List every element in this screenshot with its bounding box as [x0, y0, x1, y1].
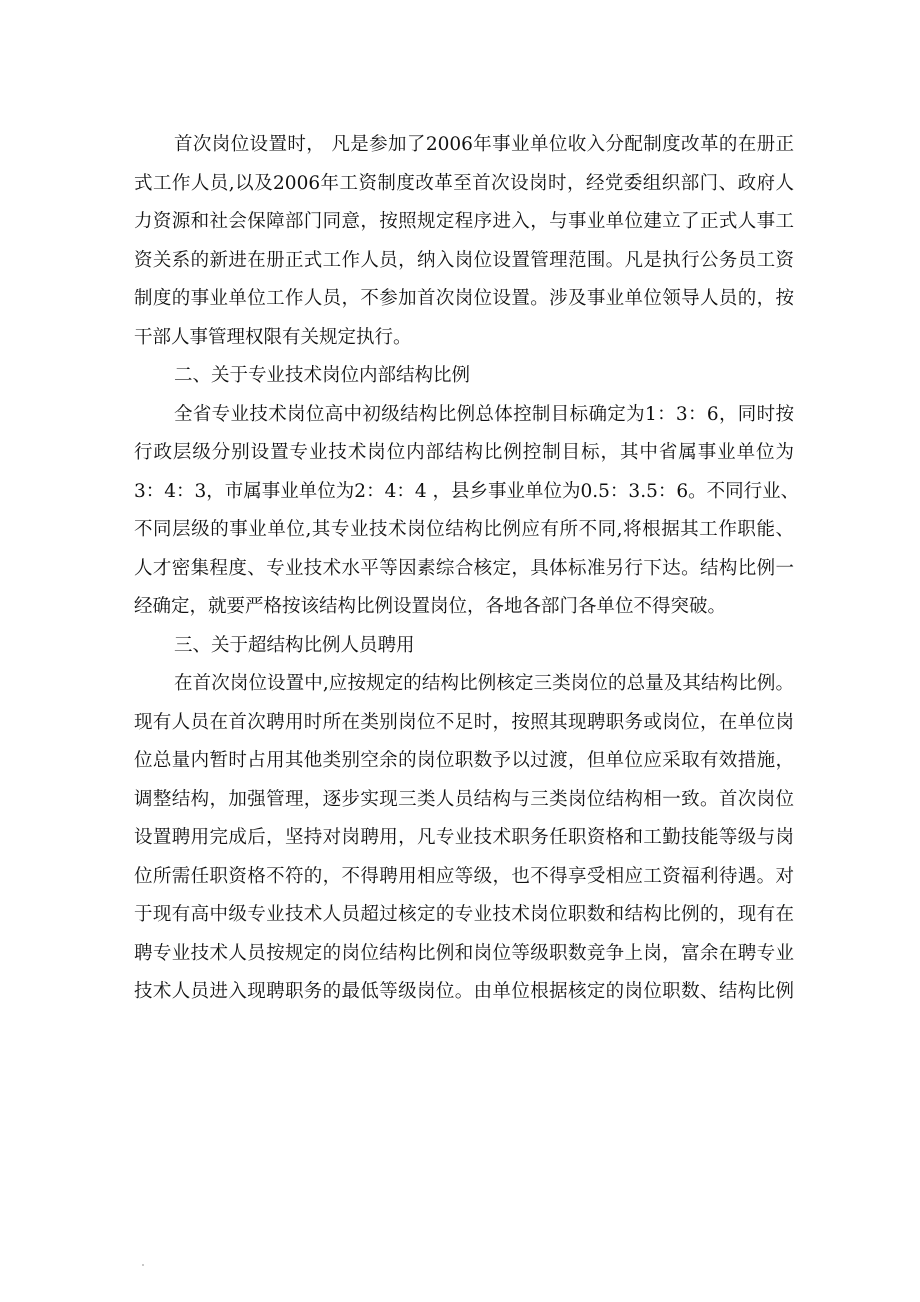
paragraph-1-line-2: 式工作人员,以及2006年工资制度改革至首次设岗时，经党委组织部门、政府人 — [134, 172, 794, 194]
paragraph-3-line-1: 在首次岗位设置中,应按规定的结构比例核定三类岗位的总量及其结构比例。 — [174, 673, 794, 694]
paragraph-3-line-7: 于现有高中级专业技术人员超过核定的专业技术岗位职数和结构比例的，现有在 — [134, 904, 794, 925]
paragraph-3-line-3: 位总量内暂时占用其他类别空余的岗位职数予以过渡，但单位应采取有效措施， — [134, 750, 794, 771]
paragraph-1-line-5: 制度的事业单位工作人员，不参加首次岗位设置。涉及事业单位领导人员的，按 — [134, 288, 794, 309]
paragraph-2-line-3: 3：4：3，市属事业单位为2：4：4 ，县乡事业单位为0.5：3.5：6。不同行业、 — [134, 480, 800, 502]
paragraph-3-line-9: 技术人员进入现聘职务的最低等级岗位。由单位根据核定的岗位职数、结构比例 — [134, 981, 794, 1002]
paragraph-2-line-5: 人才密集程度、专业技术水平等因素综合核定，具体标准另行下达。结构比例一 — [134, 557, 794, 579]
paragraph-3-line-6: 位所需任职资格不符的，不得聘用相应等级，也不得享受相应工资福利待遇。对 — [134, 865, 794, 887]
paragraph-2-line-2: 行政层级分别设置专业技术岗位内部结构比例控制目标，其中省属事业单位为 — [134, 442, 794, 463]
paragraph-3-line-2: 现有人员在首次聘用时所在类别岗位不足时，按照其现聘职务或岗位，在单位岗 — [134, 711, 794, 733]
paragraph-2-line-6: 经确定，就要严格按该结构比例设置岗位，各地各部门各单位不得突破。 — [134, 596, 727, 617]
paragraph-1-line-3: 力资源和社会保障部门同意，按照规定程序进入，与事业单位建立了正式人事工 — [134, 211, 794, 232]
paragraph-1-line-4: 资关系的新进在册正式工作人员，纳入岗位设置管理范围。凡是执行公务员工资 — [134, 249, 794, 271]
paragraph-3-line-8: 聘专业技术人员按规定的岗位结构比例和岗位等级职数竞争上岗，富余在聘专业 — [134, 942, 794, 964]
paragraph-2-line-4: 不同层级的事业单位,其专业技术岗位结构比例应有所不同,将根据其工作职能、 — [134, 519, 794, 540]
paragraph-1-line-1: 首次岗位设置时， 凡是参加了2006年事业单位收入分配制度改革的在册正 — [174, 134, 794, 155]
section-heading-2: 二、关于专业技术岗位内部结构比例 — [174, 365, 471, 386]
paragraph-1-line-6: 干部人事管理权限有关规定执行。 — [134, 326, 412, 348]
document-body — [134, 126, 800, 1012]
paragraph-3-line-5: 设置聘用完成后，坚持对岗聘用，凡专业技术职务任职资格和工勤技能等级与岗 — [134, 827, 794, 848]
paragraph-2-line-1: 全省专业技术岗位高中初级结构比例总体控制目标确定为1：3：6，同时按 — [174, 403, 794, 425]
section-heading-3: 三、关于超结构比例人员聘用 — [174, 634, 415, 656]
page-speck-mark — [142, 1264, 144, 1266]
paragraph-3-line-4: 调整结构，加强管理，逐步实现三类人员结构与三类岗位结构相一致。首次岗位 — [134, 788, 794, 810]
